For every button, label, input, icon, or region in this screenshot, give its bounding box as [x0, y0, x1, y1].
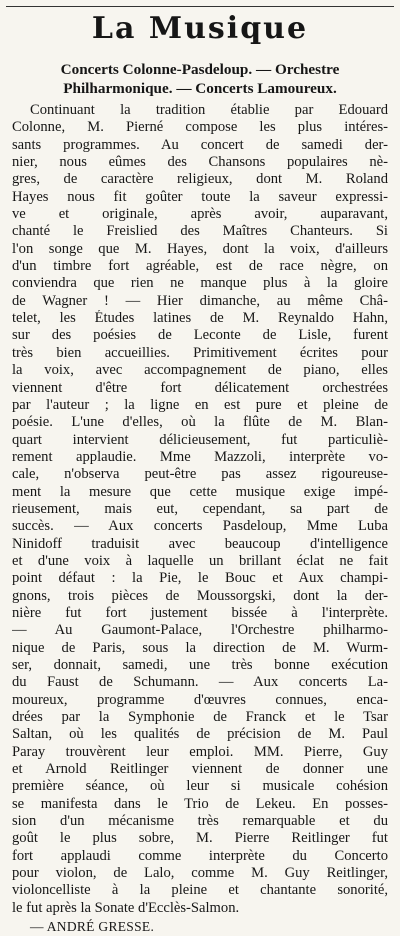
article-line: fort applaudi comme interprète du Concerto — [12, 847, 388, 864]
article-line: telet, les Études latines de M. Reynaldo Hahn, — [12, 310, 388, 327]
article-line: nier, nous eûmes des Chansons populaires nè- — [12, 154, 388, 171]
article-line: nière fut fort justement bissée à l'interprète. — [12, 604, 388, 621]
article-line: goût le plus sobre, M. Pierre Reitlinger fut — [12, 830, 388, 847]
article-line: d'un timbre fort agréable, est de race nègre, on — [12, 258, 388, 275]
article-line: par l'auteur ; la ligne en est pure et pleine de — [12, 396, 388, 413]
top-rule — [6, 6, 394, 7]
article-line: de Wagner ! — Hier dimanche, au même Châ- — [12, 292, 388, 309]
article-line: point défaut : la Pie, le Bouc et Aux champi- — [12, 570, 388, 587]
headline-line: Concerts Colonne-Pasdeloup. — Orchestre — [60, 61, 340, 78]
article-line: la voix, avec accompagnement de piano, elles — [12, 362, 388, 379]
article-line: sion d'un mécanisme très remarquable et du — [12, 813, 388, 830]
article-body — [12, 102, 388, 936]
article-line: ment la mesure que cette musique exige impé- — [12, 483, 388, 500]
article-line: pour violon, de Lalo, comme M. Guy Reitlinger, — [12, 865, 388, 882]
article-line: drées par la Symphonie de Franck et le Tsar — [12, 709, 388, 726]
article-line: poésie. L'une d'elles, où la flûte de M. Blan- — [12, 414, 388, 431]
article-line: Paray trouvèrent leur emploi. MM. Pierre, Guy — [12, 743, 388, 760]
article-line: — Au Gaumont-Palace, l'Orchestre philharmo- — [12, 622, 388, 639]
article-line: rieusement, mais eut, cependant, sa part de — [12, 500, 388, 517]
article-headline — [14, 60, 386, 98]
article-line: Saltan, où les qualités de précision de M. Paul — [12, 726, 388, 743]
article-line: l'on songe que M. Hayes, dont la voix, d'ailleurs — [12, 240, 388, 257]
article-line: ve et originale, après avoir, auparavant, — [12, 206, 388, 223]
article-line: du Faust de Schumann. — Aux concerts La- — [12, 674, 388, 691]
article-line: gres, de caractère religieux, dont M. Roland — [12, 171, 388, 188]
article-line: ser, donnait, samedi, une très bonne exécution — [12, 657, 388, 673]
article-line: Hayes nous fit goûter toute la saveur expressi- — [12, 188, 388, 205]
article-line: Colonne, M. Pierné compose les plus intéres- — [12, 119, 388, 136]
article-line: Ninidoff traduisit avec beaucoup d'intelligence — [12, 535, 388, 552]
article-line: très bien accueillies. Primitivement écrites pour — [12, 344, 388, 361]
article-line: Continuant la tradition établie par Edouard — [30, 102, 388, 118]
article-line: se manifesta dans le Trio de Lekeu. En posses- — [12, 795, 388, 812]
article-line: quart intervient délicieusement, fut particuliè- — [12, 431, 388, 448]
article-line: première séance, où leur si musicale cohésion — [12, 778, 388, 795]
article-line: cale, n'observa peut-être pas assez rigoureuse- — [12, 466, 388, 483]
article-line: moureux, programme d'œuvres connues, enca- — [12, 691, 388, 708]
article-line: viennent d'être fort délicatement orchestrées — [12, 379, 388, 396]
article-line: et d'une voix à laquelle un brillant éclat ne fait — [12, 552, 388, 569]
column-title: La Musique — [91, 11, 309, 46]
article-line: nique de Paris, sous la direction de M. Wurm- — [12, 639, 388, 656]
article-line: chanté le Freislied des Maîtres Chanteurs. Si — [12, 223, 388, 240]
author-signature: — ANDRÉ GRESSE. — [30, 919, 155, 935]
article-line: succès. — Aux concerts Pasdeloup, Mme Luba — [12, 518, 388, 535]
article-line: rement applaudie. Mme Mazzoli, interprète vo- — [12, 448, 388, 465]
article-line: le fut après la Sonate d'Ecclès-Salmon. — [12, 899, 240, 916]
article-line: violoncelliste à la pleine et chantante sonorité, — [12, 882, 388, 899]
headline-line: Philharmonique. — Concerts Lamoureux. — [63, 80, 337, 97]
article-line: sants programmes. Au concert de samedi der- — [12, 136, 388, 153]
article-line: et Arnold Reitlinger viennent de donner une — [12, 761, 388, 778]
article-line: sur des poésies de Leconte de Lisle, furent — [12, 327, 388, 344]
article-line: gnons, trois pièces de Moussorgski, dont la der- — [12, 587, 388, 604]
article-line: conviendra que rien ne manque plus à la gloire — [12, 275, 388, 292]
